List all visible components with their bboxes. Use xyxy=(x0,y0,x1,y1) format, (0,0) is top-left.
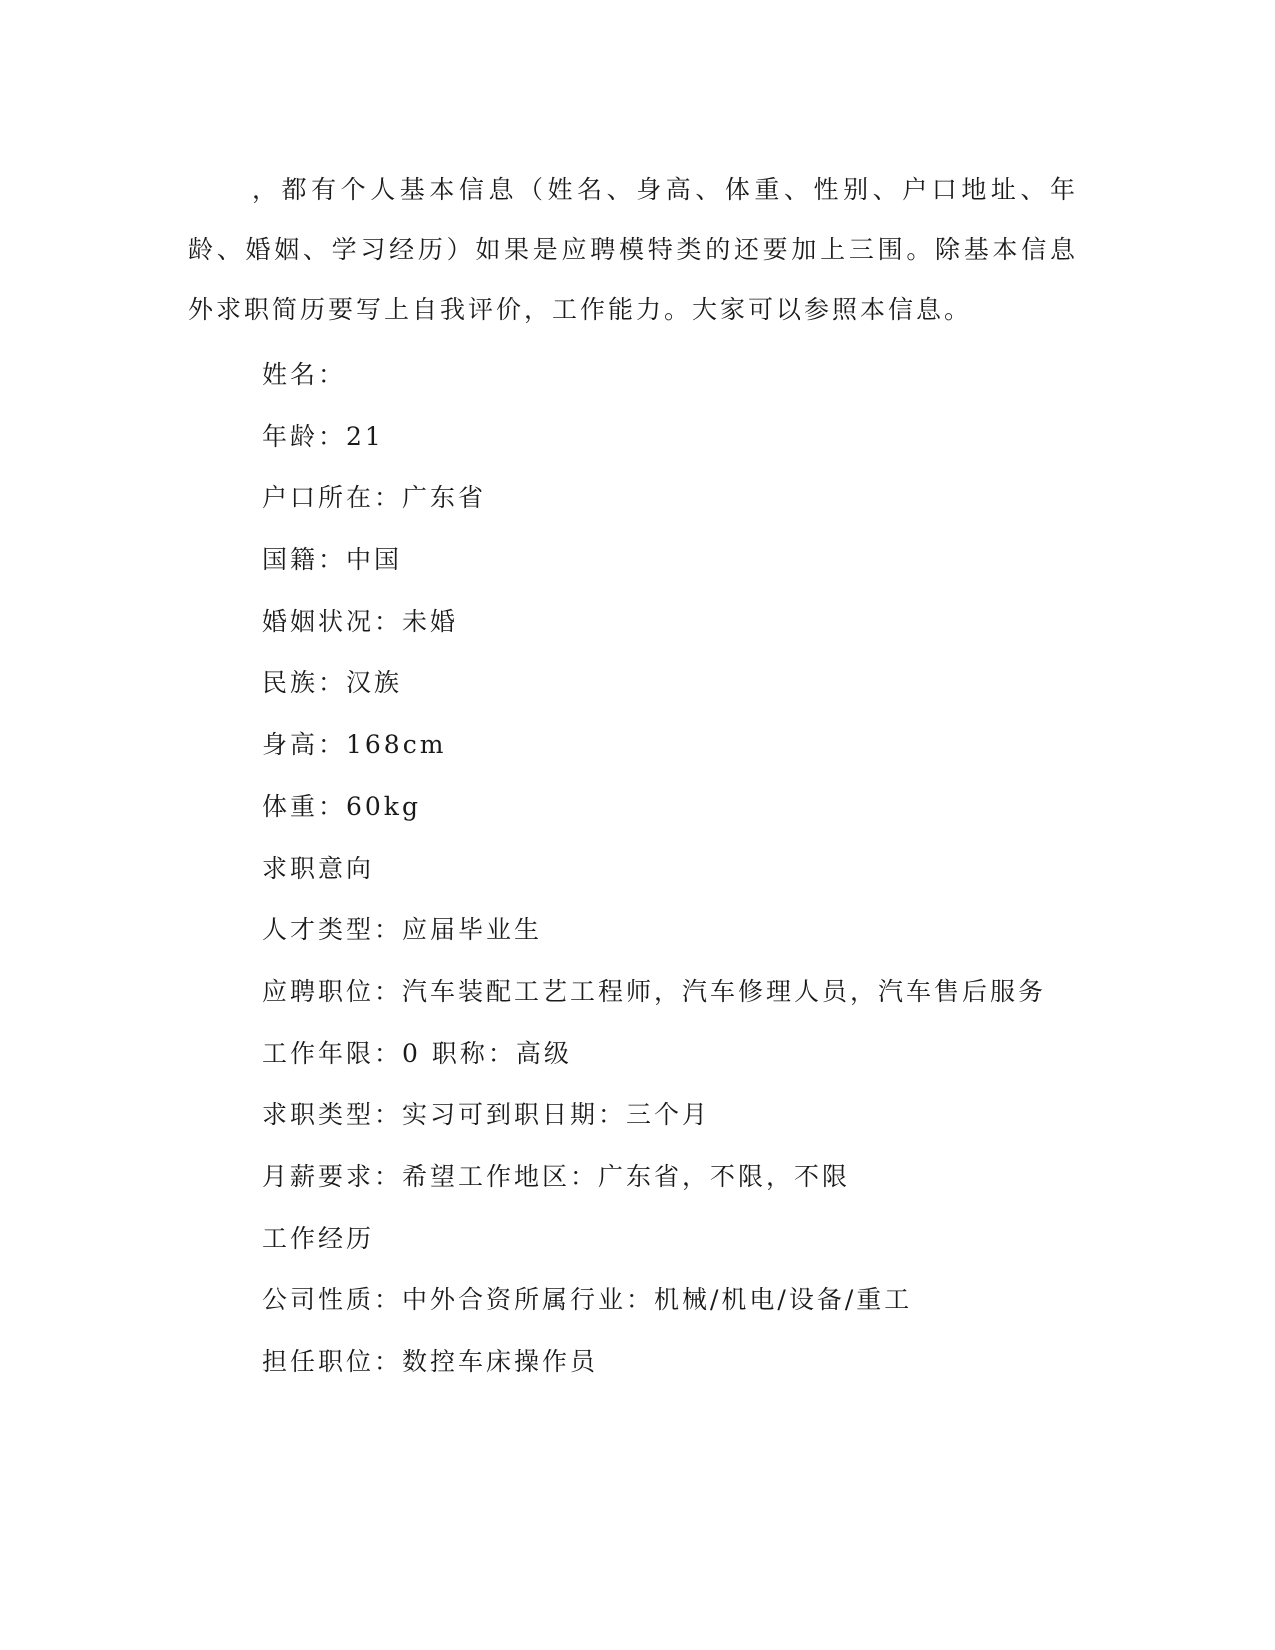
field-height: 身高：168cm xyxy=(262,730,447,760)
field-age: 年龄：21 xyxy=(262,421,384,451)
field-job-type: 求职类型：实习可到职日期：三个月 xyxy=(262,1100,711,1130)
section-work-experience: 工作经历 xyxy=(262,1223,375,1253)
field-applied-position: 应聘职位：汽车装配工艺工程师，汽车修理人员，汽车售后服务 xyxy=(262,976,1047,1006)
resume-fields xyxy=(262,344,1122,1393)
field-hukou: 户口所在：广东省 xyxy=(262,483,487,513)
intro-paragraph xyxy=(188,160,1078,340)
field-weight: 体重：60kg xyxy=(262,791,421,821)
field-ethnicity: 民族：汉族 xyxy=(262,668,403,698)
field-nationality: 国籍：中国 xyxy=(262,545,403,575)
field-name: 姓名： xyxy=(262,360,347,389)
field-work-years: 工作年限：0 职称：高级 xyxy=(262,1038,572,1068)
intro-text: ，都有个人基本信息（姓名、身高、体重、性别、户口地址、年龄、婚姻、学习经历）如果是应聘模特类的还要加上三围。除基本信息外求职简历要写上自我评价，工作能力。大家可以参照本信息。 xyxy=(188,175,1078,324)
section-job-intention: 求职意向 xyxy=(262,853,375,883)
field-talent-type: 人才类型：应届毕业生 xyxy=(262,915,543,945)
field-position-held: 担任职位：数控车床操作员 xyxy=(262,1347,599,1376)
field-marital-status: 婚姻状况：未婚 xyxy=(262,606,459,636)
field-salary-location: 月薪要求：希望工作地区：广东省，不限，不限 xyxy=(262,1161,851,1191)
field-company-nature: 公司性质：中外合资所属行业：机械/机电/设备/重工 xyxy=(262,1285,913,1315)
